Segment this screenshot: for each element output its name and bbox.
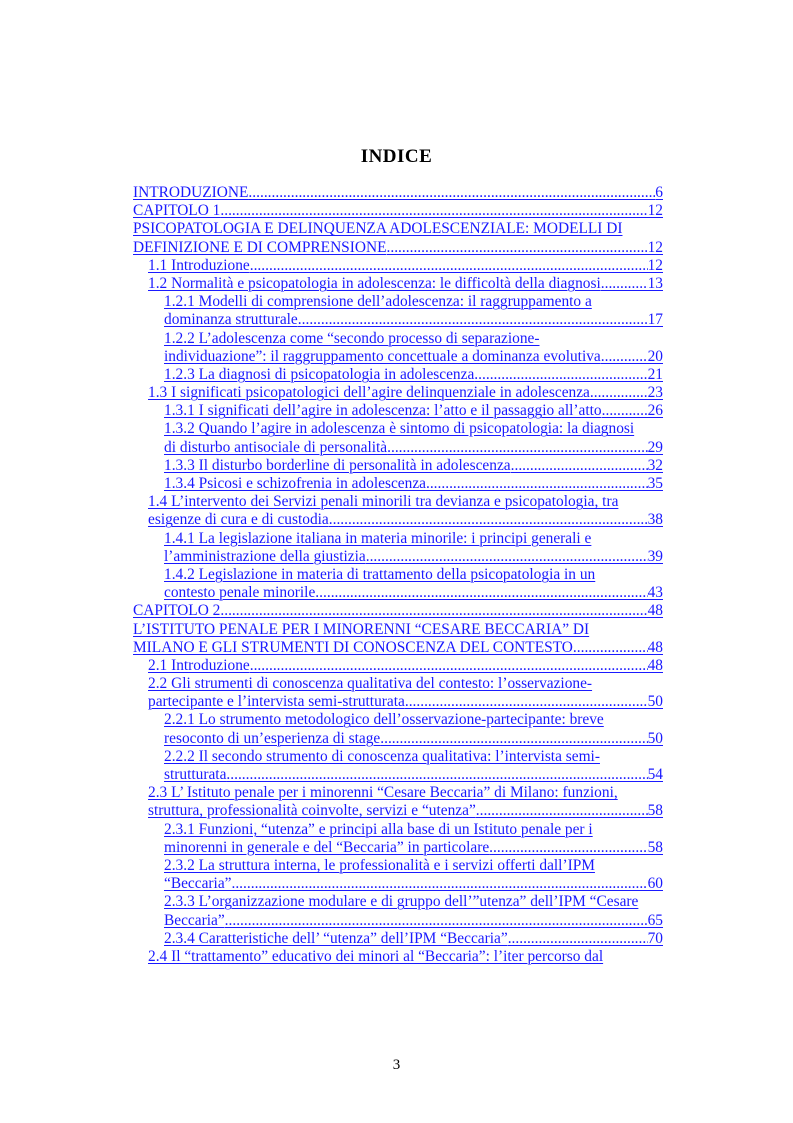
toc-entry[interactable] — [133, 675, 663, 693]
toc-entry-title[interactable]: 2.4 Il “trattamento” educativo dei minori al “Beccaria”: l’iter percorso dal — [148, 947, 604, 965]
toc-entry-title[interactable]: strutturata — [164, 766, 227, 783]
table-of-contents — [133, 184, 663, 966]
toc-leader-dots — [250, 257, 648, 275]
toc-entry[interactable] — [133, 220, 663, 238]
toc-entry-title[interactable]: 1.2.2 L’adolescenza come “secondo processo di separazione- — [164, 329, 540, 347]
toc-leader-dots — [474, 366, 647, 384]
toc-entry-title[interactable]: di disturbo antisociale di personalità — [164, 438, 388, 456]
toc-entry-title[interactable]: INTRODUZIONE — [133, 184, 249, 201]
toc-entry-page[interactable]: 13 — [647, 274, 663, 292]
toc-entry-title[interactable]: 1.4.2 Legislazione in materia di trattamento della psicopatologia in un — [164, 565, 596, 583]
toc-entry-page[interactable]: 48 — [647, 602, 663, 620]
toc-entry[interactable] — [133, 439, 663, 457]
toc-entry[interactable] — [133, 657, 663, 675]
toc-entry-title[interactable]: esigenze di cura e di custodia — [148, 511, 329, 529]
toc-entry-title[interactable]: L’ISTITUTO PENALE PER I MINORENNI “CESARE BECCARIA” DI — [133, 620, 590, 638]
toc-entry-title[interactable]: 2.3.2 La struttura interna, le professionalità e i servizi offerti dall’IPM — [164, 856, 595, 874]
toc-leader-dots — [315, 584, 647, 602]
toc-entry-page[interactable]: 12 — [647, 238, 663, 256]
toc-entry-page[interactable]: 17 — [647, 311, 663, 329]
toc-entry-title[interactable]: CAPITOLO 2 — [133, 602, 221, 620]
toc-entry-title[interactable]: 2.1 Introduzione — [148, 656, 250, 674]
toc-leader-dots — [426, 475, 648, 493]
toc-entry-page[interactable]: 48 — [647, 638, 663, 656]
toc-entry[interactable] — [133, 912, 663, 930]
toc-entry-title[interactable]: 2.3 L’ Istituto penale per i minorenni “Cesare Beccaria” di Milano: funzioni, — [148, 784, 618, 802]
toc-leader-dots — [380, 730, 647, 748]
toc-entry[interactable] — [133, 621, 663, 639]
toc-entry-page[interactable]: 38 — [647, 511, 663, 529]
toc-entry-page[interactable]: 43 — [647, 584, 663, 602]
toc-entry-page[interactable]: 6 — [655, 184, 663, 201]
toc-entry-title[interactable]: dominanza strutturale — [164, 311, 298, 329]
toc-entry-page[interactable]: 35 — [647, 475, 663, 492]
toc-entry[interactable] — [133, 948, 663, 966]
toc-entry-title[interactable]: 2.3.4 Caratteristiche dell’ “utenza” dell’IPM “Beccaria” — [164, 929, 508, 947]
toc-leader-dots — [489, 839, 647, 857]
toc-entry-title[interactable]: 2.2 Gli strumenti di conoscenza qualitativa del contesto: l’osservazione- — [148, 675, 593, 693]
toc-entry[interactable] — [133, 530, 663, 548]
toc-entry-title[interactable]: 1.3.2 Quando l’agire in adolescenza è sintomo di psicopatologia: la diagnosi — [164, 420, 635, 438]
toc-entry-page[interactable]: 26 — [647, 402, 663, 420]
toc-entry-page[interactable]: 65 — [647, 911, 663, 929]
toc-entry[interactable] — [133, 602, 663, 620]
toc-entry-title[interactable]: struttura, professionalità coinvolte, servizi e “utenza” — [148, 802, 476, 820]
toc-entry[interactable] — [133, 566, 663, 584]
toc-leader-dots — [602, 402, 648, 420]
toc-entry-title[interactable]: resoconto di un’esperienza di stage — [164, 729, 381, 747]
toc-entry-title[interactable]: 1.4.1 La legislazione italiana in materia minorile: i principi generali e — [164, 529, 592, 547]
toc-leader-dots — [405, 693, 648, 711]
toc-leader-dots — [250, 657, 648, 675]
toc-entry[interactable] — [133, 420, 663, 438]
toc-entry[interactable] — [133, 202, 663, 220]
toc-entry[interactable] — [133, 548, 663, 566]
toc-leader-dots — [329, 511, 648, 529]
toc-entry[interactable] — [133, 475, 663, 493]
toc-entry-page[interactable]: 23 — [647, 384, 663, 402]
toc-leader-dots — [366, 548, 648, 566]
toc-leader-dots — [220, 202, 647, 220]
toc-entry-title[interactable]: 2.2.2 Il secondo strumento di conoscenza qualitativa: l’intervista semi- — [164, 747, 600, 765]
toc-entry-page[interactable]: 50 — [647, 729, 663, 747]
toc-entry[interactable] — [133, 402, 663, 420]
toc-entry-page[interactable]: 12 — [647, 202, 663, 220]
toc-entry-title[interactable]: 1.4 L’intervento dei Servizi penali minorili tra devianza e psicopatologia, tra — [148, 493, 619, 511]
toc-leader-dots — [601, 348, 648, 366]
toc-leader-dots — [248, 184, 655, 202]
toc-entry-page[interactable]: 58 — [647, 838, 663, 856]
toc-entry-title[interactable]: “Beccaria” — [164, 875, 232, 893]
toc-leader-dots — [601, 275, 648, 293]
toc-entry[interactable] — [133, 184, 663, 202]
toc-entry-title[interactable]: 1.3.3 Il disturbo borderline di personalità in adolescenza — [164, 456, 511, 474]
toc-entry[interactable] — [133, 748, 663, 766]
toc-entry[interactable] — [133, 857, 663, 875]
toc-leader-dots — [226, 766, 647, 784]
toc-entry-page[interactable]: 20 — [647, 347, 663, 365]
toc-entry-title[interactable]: 2.3.1 Funzioni, “utenza” e principi alla base di un Istituto penale per i — [164, 820, 593, 838]
toc-entry[interactable] — [133, 893, 663, 911]
toc-entry[interactable] — [133, 711, 663, 729]
toc-entry[interactable] — [133, 239, 663, 257]
toc-entry-page[interactable]: 29 — [647, 438, 663, 456]
toc-entry[interactable] — [133, 839, 663, 857]
toc-entry-title[interactable]: partecipante e l’intervista semi-strutturata — [148, 693, 405, 711]
toc-entry-title[interactable]: PSICOPATOLOGIA E DELINQUENZA ADOLESCENZIALE: MODELLI DI — [133, 220, 623, 238]
toc-entry-title[interactable]: 1.2 Normalità e psicopatologia in adolescenza: le difficoltà della diagnosi — [148, 274, 601, 292]
toc-entry[interactable] — [133, 275, 663, 293]
toc-entry[interactable] — [133, 693, 663, 711]
toc-leader-dots — [387, 239, 648, 257]
toc-entry-page[interactable]: 54 — [647, 766, 663, 783]
toc-entry-page[interactable]: 39 — [647, 547, 663, 565]
toc-entry-page[interactable]: 12 — [647, 256, 663, 274]
toc-entry-page[interactable]: 48 — [647, 656, 663, 674]
toc-leader-dots — [231, 875, 647, 893]
toc-entry[interactable] — [133, 766, 663, 784]
toc-entry-title[interactable]: 1.3 I significati psicopatologici dell’agire delinquenziale in adolescenza — [148, 384, 590, 402]
toc-entry-title[interactable]: 1.3.4 Psicosi e schizofrenia in adolescenza — [164, 475, 426, 492]
toc-leader-dots — [573, 639, 648, 657]
toc-entry-title[interactable]: l’amministrazione della giustizia — [164, 547, 366, 565]
toc-entry[interactable] — [133, 257, 663, 275]
toc-entry-title[interactable]: 1.2.3 La diagnosi di psicopatologia in adolescenza — [164, 365, 475, 383]
toc-entry[interactable] — [133, 311, 663, 329]
toc-entry[interactable] — [133, 493, 663, 511]
toc-entry-title[interactable]: 1.2.1 Modelli di comprensione dell’adolescenza: il raggruppamento a — [164, 293, 592, 311]
toc-entry-title[interactable]: individuazione”: il raggruppamento concettuale a dominanza evolutiva — [164, 347, 601, 365]
toc-entry-title[interactable]: Beccaria” — [164, 911, 225, 929]
toc-entry[interactable] — [133, 730, 663, 748]
toc-entry[interactable] — [133, 457, 663, 475]
toc-entry-title[interactable]: 2.2.1 Lo strumento metodologico dell’osservazione-partecipante: breve — [164, 711, 604, 729]
toc-entry-page[interactable]: 60 — [647, 875, 663, 893]
toc-leader-dots — [387, 439, 647, 457]
toc-leader-dots — [508, 930, 648, 948]
toc-entry[interactable] — [133, 348, 663, 366]
toc-entry-page[interactable]: 32 — [647, 456, 663, 474]
toc-entry-page[interactable]: 21 — [647, 365, 663, 383]
toc-entry-title[interactable]: DEFINIZIONE E DI COMPRENSIONE — [133, 238, 387, 256]
toc-entry-page[interactable]: 70 — [647, 929, 663, 947]
toc-entry[interactable] — [133, 821, 663, 839]
page-number: 3 — [392, 1057, 401, 1073]
toc-entry[interactable] — [133, 384, 663, 402]
toc-entry[interactable] — [133, 330, 663, 348]
toc-entry-title[interactable]: minorenni in generale e del “Beccaria” in particolare — [164, 838, 490, 856]
toc-entry[interactable] — [133, 784, 663, 802]
page-title: INDICE — [360, 146, 433, 167]
toc-entry[interactable] — [133, 511, 663, 529]
toc-entry-title[interactable]: MILANO E GLI STRUMENTI DI CONOSCENZA DEL CONTESTO — [133, 638, 573, 656]
toc-leader-dots — [511, 457, 648, 475]
toc-entry[interactable] — [133, 639, 663, 657]
toc-leader-dots — [298, 311, 648, 329]
toc-entry-title[interactable]: 1.3.1 I significati dell’agire in adolescenza: l’atto e il passaggio all’atto — [164, 402, 602, 420]
toc-entry[interactable] — [133, 584, 663, 602]
toc-leader-dots — [476, 802, 648, 820]
toc-entry-title[interactable]: CAPITOLO 1 — [133, 202, 221, 220]
toc-entry[interactable] — [133, 930, 663, 948]
toc-leader-dots — [225, 912, 648, 930]
toc-entry-title[interactable]: 1.1 Introduzione — [148, 256, 250, 274]
toc-entry[interactable] — [133, 366, 663, 384]
toc-entry[interactable] — [133, 875, 663, 893]
toc-entry-title[interactable]: contesto penale minorile — [164, 584, 316, 602]
toc-leader-dots — [220, 602, 647, 620]
toc-entry[interactable] — [133, 802, 663, 820]
toc-entry-page[interactable]: 58 — [647, 802, 663, 820]
toc-entry-title[interactable]: 2.3.3 L’organizzazione modulare e di gruppo dell’”utenza” dell’IPM “Cesare — [164, 893, 639, 911]
toc-entry-page[interactable]: 50 — [647, 693, 663, 711]
toc-leader-dots — [590, 384, 648, 402]
toc-entry[interactable] — [133, 293, 663, 311]
